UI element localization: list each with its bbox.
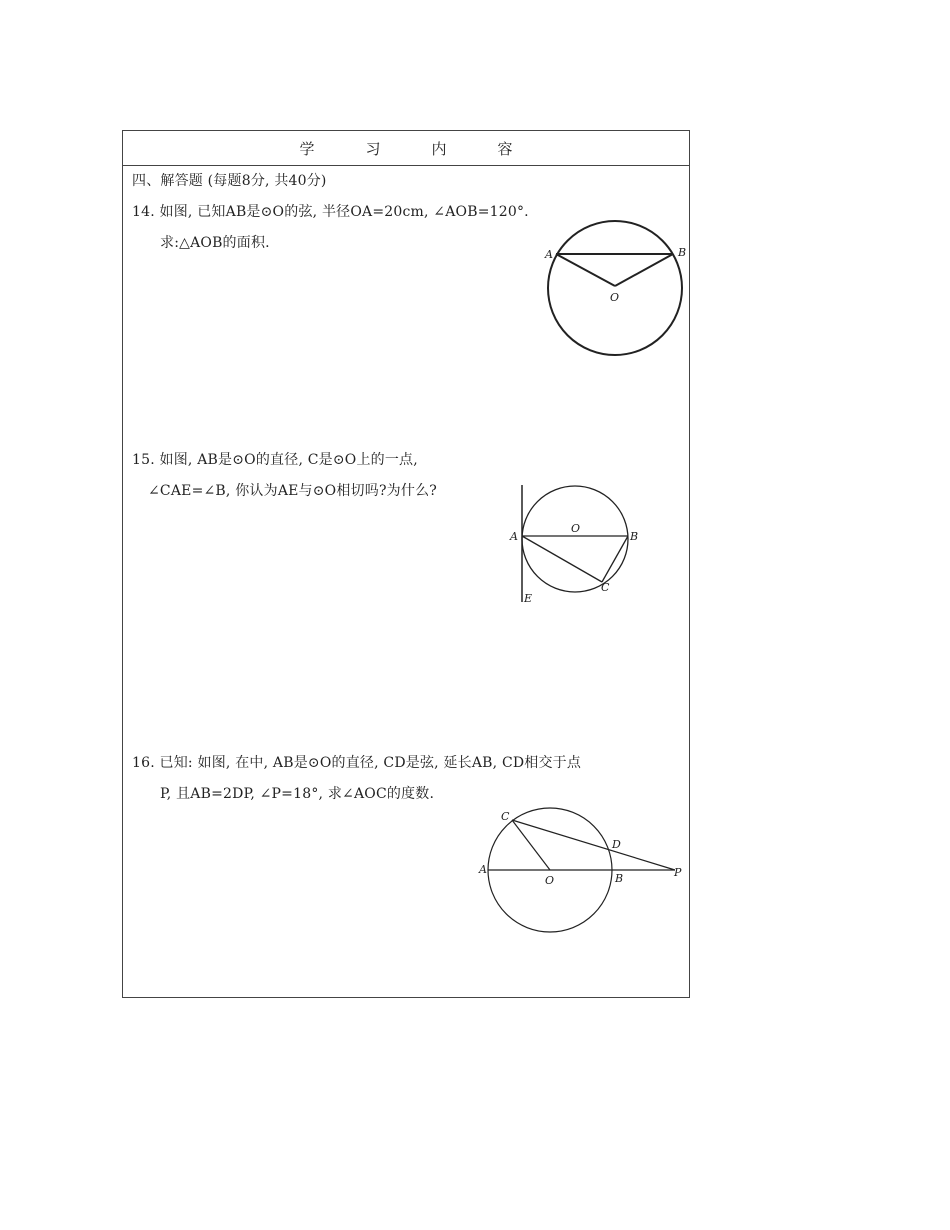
- label-P: P: [674, 866, 682, 879]
- label-O: O: [571, 522, 581, 535]
- label-E: E: [524, 592, 533, 605]
- problem-text: 已知: 如图, 在中, AB是⊙O的直径, CD是弦, 延长AB, CD相交于点: [159, 755, 582, 771]
- label-A: A: [545, 248, 553, 261]
- header-char: 学: [299, 139, 315, 158]
- figure-14-circle-chord: [540, 210, 700, 370]
- section-title: 四、解答题 (每题8分, 共40分): [132, 173, 327, 189]
- label-C: C: [501, 810, 510, 823]
- header-char: 内: [431, 139, 447, 158]
- label-D: D: [612, 838, 621, 851]
- problem-number: 16.: [132, 755, 155, 771]
- problem-text: 如图, 已知AB是⊙O的弦, 半径OA=20cm, ∠AOB=120°.: [159, 204, 529, 220]
- figure-16-secant-circle: [475, 800, 690, 940]
- label-O: O: [545, 874, 555, 887]
- problem-text: 如图, AB是⊙O的直径, C是⊙O上的一点,: [159, 452, 418, 468]
- problem-14-line-1: [132, 201, 529, 221]
- label-A: A: [479, 863, 487, 876]
- problem-16-line-1: [132, 752, 581, 772]
- label-B: B: [630, 530, 639, 543]
- label-B: B: [615, 872, 624, 885]
- problem-16-line-2: P, 且AB=2DP, ∠P=18°, 求∠AOC的度数.: [160, 786, 435, 802]
- problem-14-line-2: 求:△AOB的面积.: [160, 235, 270, 251]
- problem-number: 14.: [132, 204, 155, 220]
- label-A: A: [510, 530, 518, 543]
- label-O: O: [610, 291, 620, 304]
- table-header: [123, 131, 689, 166]
- label-B: B: [678, 246, 687, 259]
- label-C: C: [601, 581, 610, 594]
- problem-15-line-2: ∠CAE=∠B, 你认为AE与⊙O相切吗?为什么?: [148, 483, 437, 499]
- problem-number: 15.: [132, 452, 155, 468]
- figure-15-tangent-circle: [505, 480, 655, 610]
- header-char: 容: [497, 139, 513, 158]
- header-char: 习: [365, 139, 381, 158]
- problem-15-line-1: [132, 449, 418, 469]
